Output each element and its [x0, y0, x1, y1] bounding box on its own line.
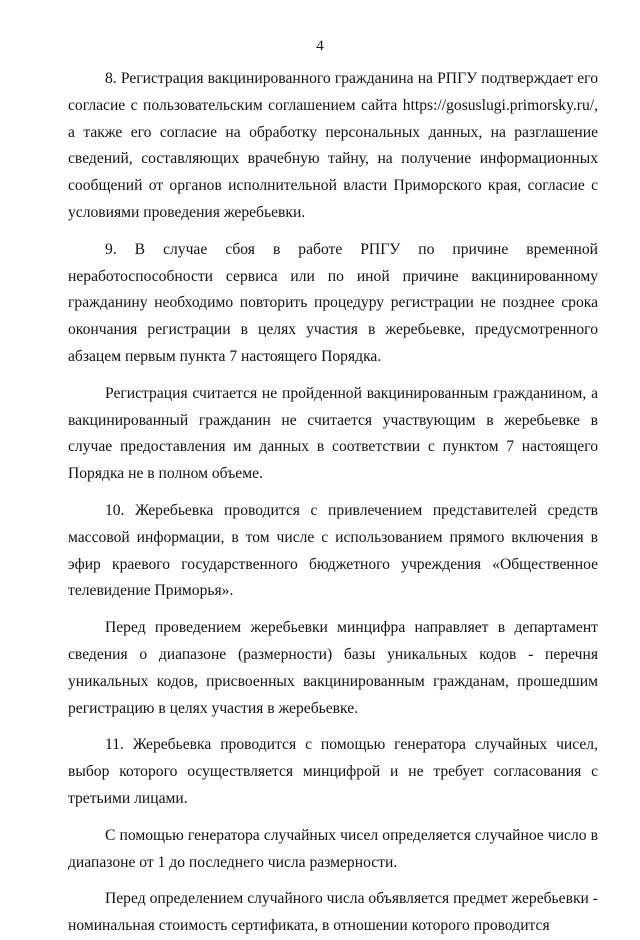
paragraph-item-8: 8. Регистрация вакцинированного гражданина на РПГУ подтверждает его согласие с пользовательским соглашением сайта https://gosuslugi.primorsky.ru/, а также его согласие на обработку персональных данных, на разглашение сведений, составляющих врачебную тайну, на получение информационных сообщений от органов исполнительной власти Приморского края, согласие с условиями проведения жеребьевки. [68, 70, 598, 221]
page-number: 4 [316, 38, 324, 54]
paragraph-item-11: 11. Жеребьевка проводится с помощью генератора случайных чисел, выбор которого осуществляется минцифрой и не требует согласования с третьими лицами. [68, 736, 598, 807]
paragraph-item-10: 10. Жеребьевка проводится с привлечением представителей средств массовой информации, в том числе с использованием прямого включения в эфир краевого государственного бюджетного учреждения «Общественное телевидение Приморья». [68, 501, 598, 600]
paragraph-item-9: 9. В случае сбоя в работе РПГУ по причине временной неработоспособности сервиса или по иной причине вакцинированному гражданину необходимо повторить процедуру регистрации не позднее срока окончания регистрации в целях участия в жеребьевке, предусмотренного абзацем первым пункта 7 настоящего Порядка. [68, 240, 598, 365]
paragraph-draw-subject: Перед определением случайного числа объявляется предмет жеребьевки - номинальная стоимость сертификата, в отношении которого проводится [68, 890, 598, 935]
paragraph-registration-not-passed: Регистрация считается не пройденной вакцинированным гражданином, а вакцинированный гражданин не считается участвующим в жеребьевке в случае предоставления им данных в соответствии с пунктом 7 настоящего Порядка не в полном объеме. [68, 384, 598, 483]
document-body [68, 66, 598, 940]
paragraph-code-range-info: Перед проведением жеребьевки минцифра направляет в департамент сведения о диапазоне (размерности) базы уникальных кодов - перечня уникальных кодов, присвоенных вакцинированным гражданам, прошедшим регистрацию в целях участия в жеребьевке. [68, 619, 598, 717]
paragraph-random-number: С помощью генератора случайных чисел определяется случайное число в диапазоне от 1 до последнего числа размерности. [68, 826, 598, 871]
